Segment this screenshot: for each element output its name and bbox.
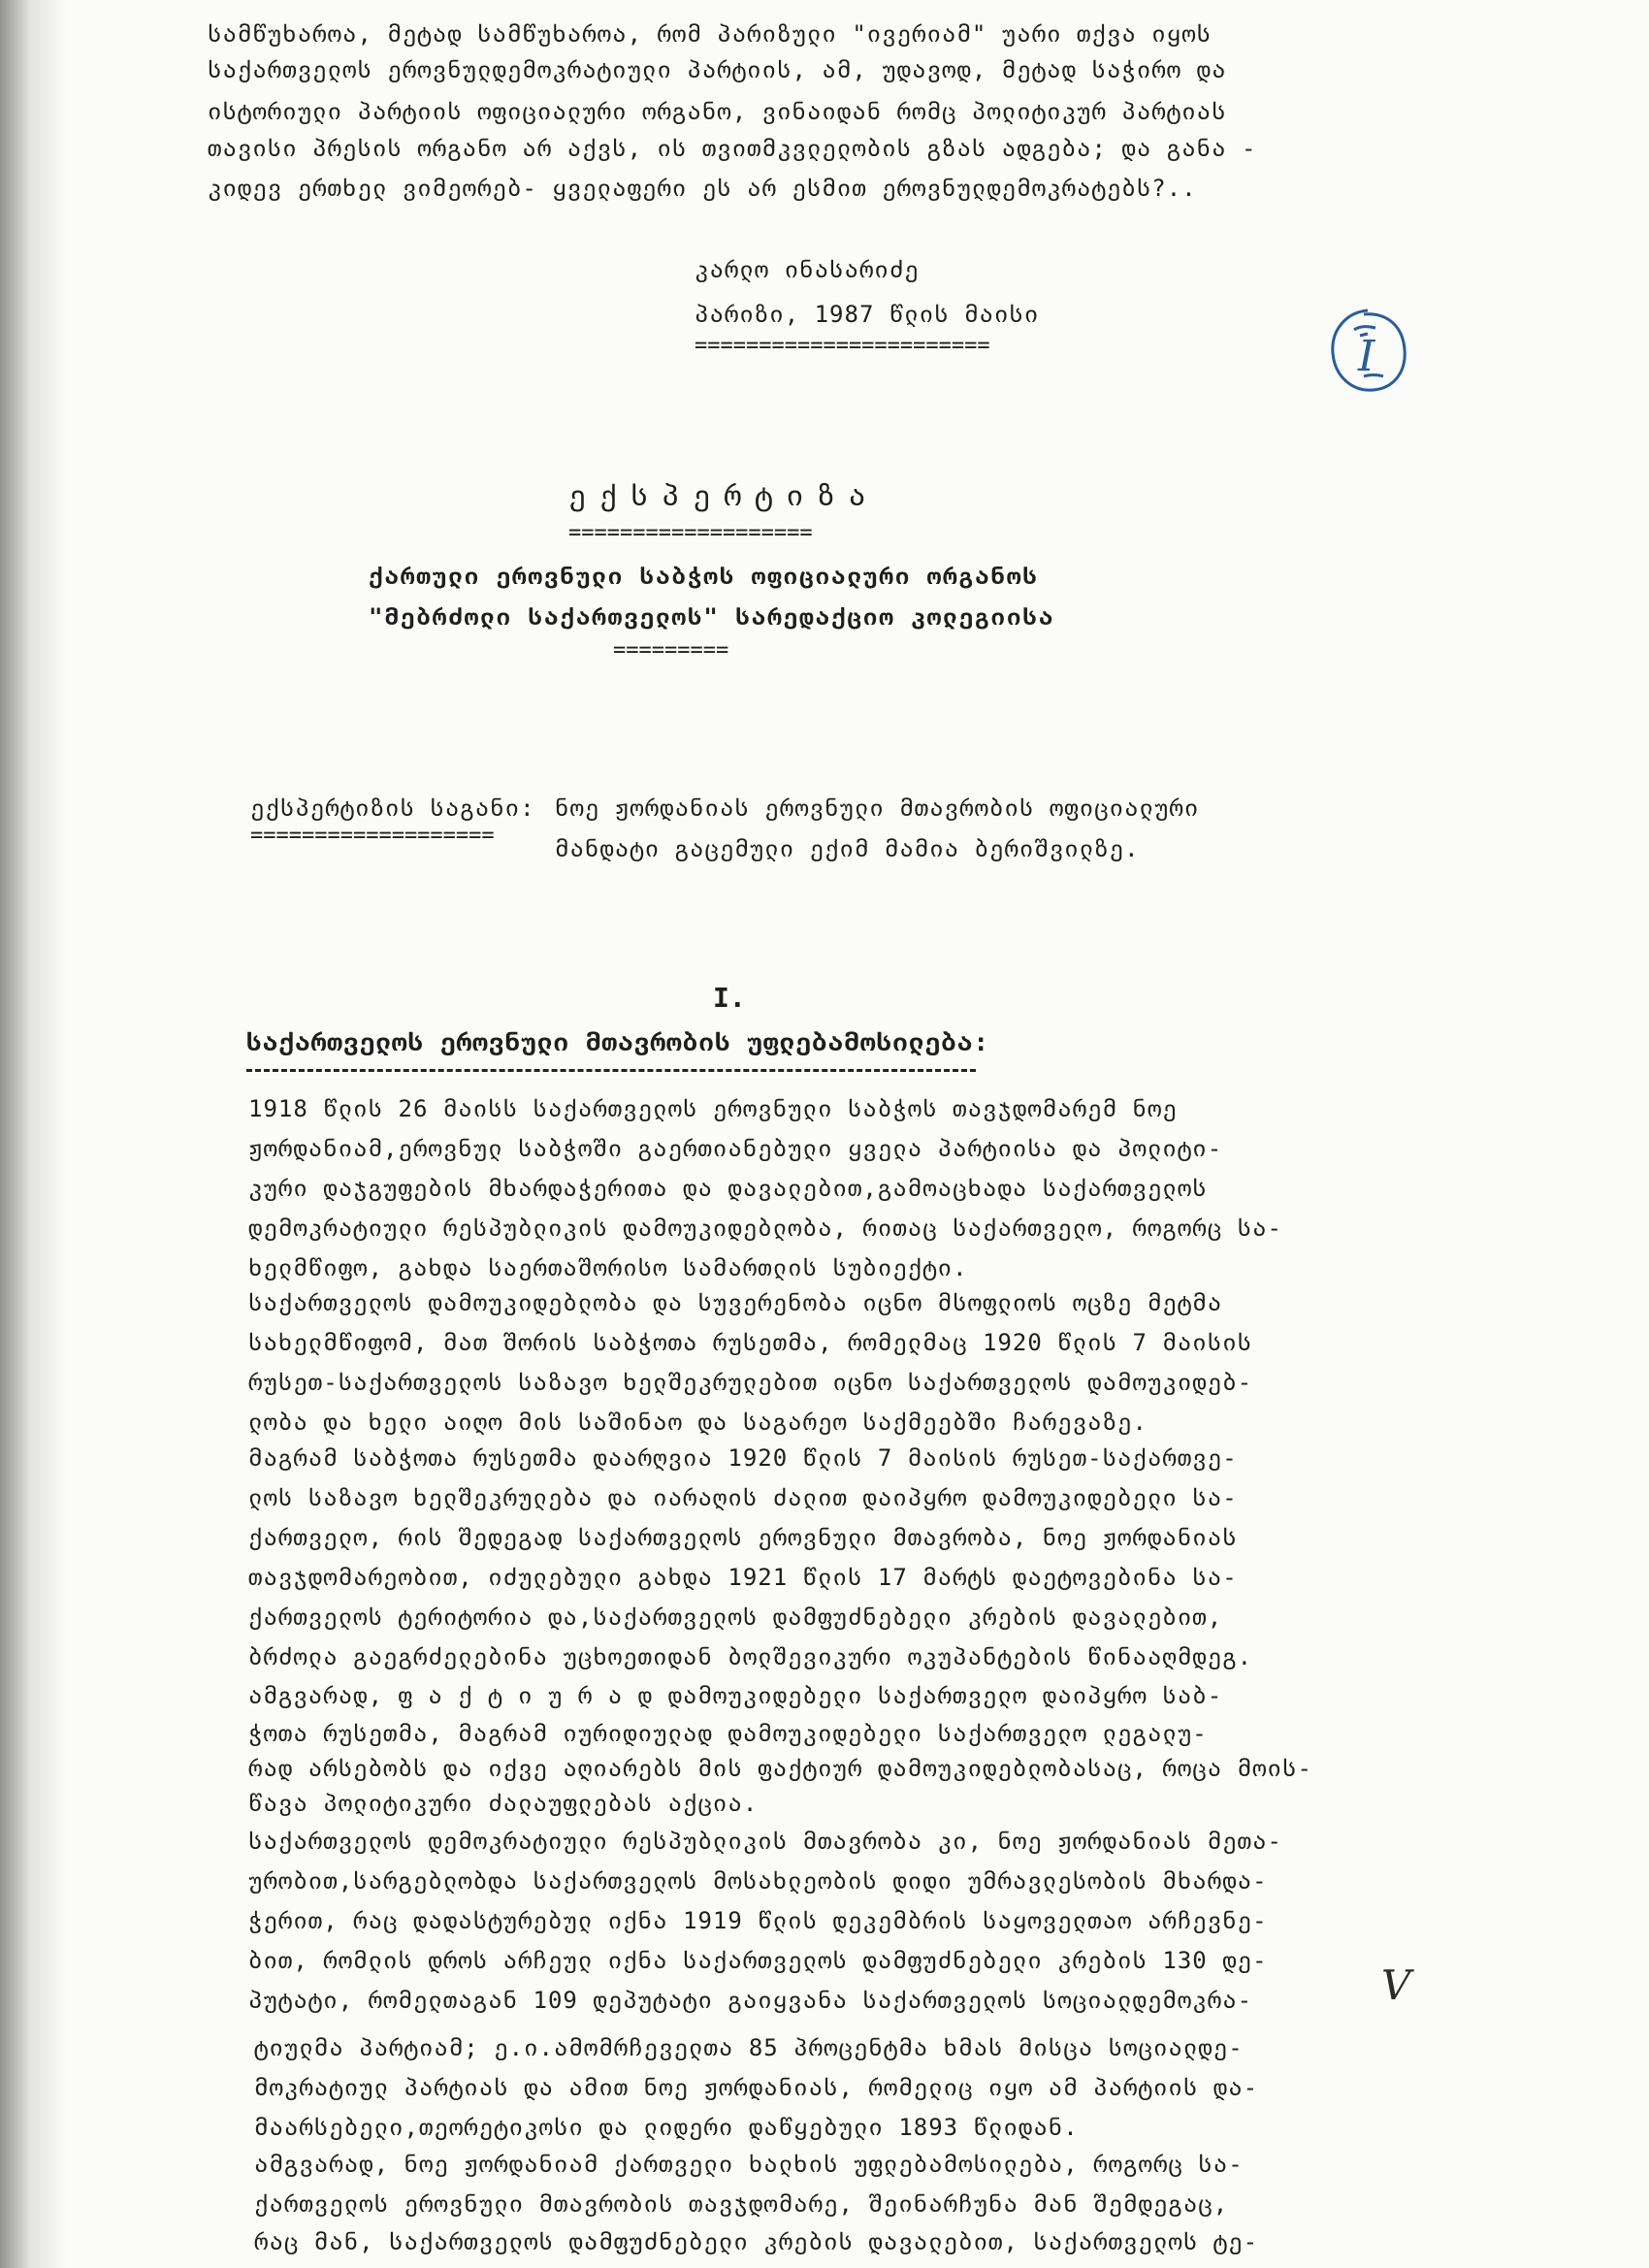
body-line: ამგვარად, ნოე ჟორდანიამ ქართველი ხალხის უფლებამოსილება, როგორც სა- xyxy=(254,2151,1244,2178)
body-line: ლობა და ხელი აიღო მის საშინაო და საგარეო საქმეებში ჩარევაზე. xyxy=(248,1409,1148,1436)
body-line: მოკრატიულ პარტიას და ამით ნოე ჟორდანიას, რომელიც იყო ამ პარტიის და- xyxy=(254,2074,1259,2101)
section-title-underline xyxy=(246,1069,976,1072)
document-title: ექსპერტიზა xyxy=(568,479,880,513)
title-rule: =================== xyxy=(568,525,813,542)
body-line: პუტატი, რომელთაგან 109 დეპუტატი გაიყვანა საქართველოს სოციალდემოკრა- xyxy=(248,1987,1253,2014)
body-line: ბრძოლა გაეგრძელებინა უცხოეთიდან ბოლშევიკური ოკუპანტების წინააღმდეგ. xyxy=(248,1643,1253,1670)
signature-place-date: პარიზი, 1987 წლის მაისი xyxy=(695,301,1040,328)
body-line: ხელმწიფო, გახდა საერთაშორისო სამართლის სუბიექტი. xyxy=(248,1254,968,1281)
body-line: ქართველოს ეროვნული მთავრობის თავჯდომარე, შეინარჩუნა მან შემდეგაც, xyxy=(254,2190,1229,2218)
body-line: 1918 წლის 26 მაისს საქართველოს ეროვნული საბჭოს თავჯდომარემ ნოე xyxy=(248,1095,1178,1122)
body-line: წავა პოლიტიკური ძალაუფლებას აქცია. xyxy=(248,1790,759,1817)
body-line: რად არსებობს და იქვე აღიარებს მის ფაქტიურ დამოუკიდებლობასაც, როცა მოის- xyxy=(248,1755,1312,1782)
top-line: თავისი პრესის ორგანო არ აქვს, ის თვითმკვლელობის გზას ადგება; და განა - xyxy=(208,135,1257,162)
body-line: ურობით,სარგებლობდა საქართველოს მოსახლეობის დიდი უმრავლესობის მხარდა- xyxy=(248,1867,1268,1895)
body-line: ქართველოს ტერიტორია და,საქართველოს დამფუძნებელი კრების დავალებით, xyxy=(248,1604,1223,1631)
body-line: ჭერით, რაც დადასტურებულ იქნა 1919 წლის დეკემბრის საყოველთაო არჩევნე- xyxy=(248,1907,1268,1934)
signature-name: კარლო ინასარიძე xyxy=(695,256,920,283)
body-line: ჟორდანიამ,ეროვნულ საბჭოში გაერთიანებული ყველა პარტიისა და პოლიტი- xyxy=(248,1135,1223,1162)
body-line: სახელმწიფომ, მათ შორის საბჭოთა რუსეთმა, რომელმაც 1920 წლის 7 მაისის xyxy=(248,1329,1253,1356)
heading-line-1: ქართული ეროვნული საბჭოს ოფიციალური ორგანოს xyxy=(369,563,1039,590)
margin-check-mark: V xyxy=(1381,1961,1411,2009)
top-line: სამწუხაროა, მეტად სამწუხაროა, რომ პარიზული "ივერიამ" უარი თქვა იყოს xyxy=(208,20,1212,48)
circled-numeral-text: I xyxy=(1358,332,1375,381)
body-line: რაც მან, საქართველოს დამფუძნებელი კრების დავალებით, საქართველოს ტე- xyxy=(254,2228,1259,2255)
subject-label: ექსპერტიზის საგანი: xyxy=(250,794,535,822)
body-line: ქართველო, რის შედეგად საქართველოს ეროვნული მთავრობა, ნოე ჟორდანიას xyxy=(248,1524,1238,1551)
heading-line-2-rule: ========= xyxy=(613,642,729,660)
section-title: საქართველოს ეროვნული მთავრობის უფლებამოსილება: xyxy=(246,1028,990,1057)
top-line: კიდევ ერთხელ ვიმეორებ- ყველაფერი ეს არ ესმით ეროვნულდემოკრატებს?.. xyxy=(208,175,1197,202)
body-line: მაგრამ საბჭოთა რუსეთმა დაარღვია 1920 წლის 7 მაისის რუსეთ-საქართვე- xyxy=(248,1444,1238,1472)
circled-numeral-mark xyxy=(1325,307,1410,396)
body-line: თავჯდომარეობით, იძულებული გახდა 1921 წლის 17 მარტს დაეტოვებინა სა- xyxy=(248,1564,1238,1591)
signature-rule: ======================= xyxy=(695,338,990,355)
top-line: საქართველოს ეროვნულდემოკრატიული პარტიის, ამ, უდავოდ, მეტად საჭირო და xyxy=(208,56,1227,83)
body-line: ტიულმა პარტიამ; ე.ი.ამომრჩეველთა 85 პროცენტმა ხმას მისცა სოციალდე- xyxy=(254,2034,1244,2061)
body-line: მაარსებელი,თეორეტიკოსი და ლიდერი დაწყებული 1893 წლიდან. xyxy=(254,2114,1079,2141)
subject-label-rule: =================== xyxy=(250,827,495,845)
body-line: ამგვარად, ფ ა ქ ტ ი უ რ ა დ დამოუკიდებელი საქართველო დაიპყრო საბ- xyxy=(248,1682,1223,1709)
body-line: კური დაჯგუფების მხარდაჭერითა და დავალებით,გამოაცხადა საქართველოს xyxy=(248,1175,1208,1202)
body-line: ლოს საზავო ხელშეკრულება და იარაღის ძალით დაიპყრო დამოუკიდებელი სა- xyxy=(248,1484,1238,1511)
subject-text-1: ნოე ჟორდანიას ეროვნული მთავრობის ოფიციალური xyxy=(555,794,1200,822)
subject-text-2: მანდატი გაცემული ექიმ მამია ბერიშვილზე. xyxy=(555,835,1140,862)
body-line: საქართველოს დემოკრატიული რესპუბლიკის მთავრობა კი, ნოე ჟორდანიას მეთა- xyxy=(248,1828,1282,1855)
section-numeral: I. xyxy=(713,982,746,1014)
heading-line-2: "მებრძოლი საქართველოს" სარედაქციო კოლეგიისა xyxy=(369,603,1055,631)
body-line: საქართველოს დამოუკიდებლობა და სუვერენობა იცნო მსოფლიოს ოცზე მეტმა xyxy=(248,1289,1223,1316)
body-line: ჭოთა რუსეთმა, მაგრამ იურიდიულად დამოუკიდებელი საქართველო ლეგალუ- xyxy=(248,1720,1208,1747)
body-line: რუსეთ-საქართველოს საზავო ხელშეკრულებით იცნო საქართველოს დამოუკიდებ- xyxy=(248,1369,1253,1396)
top-line: ისტორიული პარტიის ოფიციალური ორგანო, ვინაიდან რომც პოლიტიკურ პარტიას xyxy=(208,98,1227,125)
body-line: ბით, რომლის დროს არჩეულ იქნა საქართველოს დამფუძნებელი კრების 130 დე- xyxy=(248,1947,1268,1974)
body-line: დემოკრატიული რესპუბლიკის დამოუკიდებლობა, რითაც საქართველო, როგორც სა- xyxy=(248,1215,1282,1242)
